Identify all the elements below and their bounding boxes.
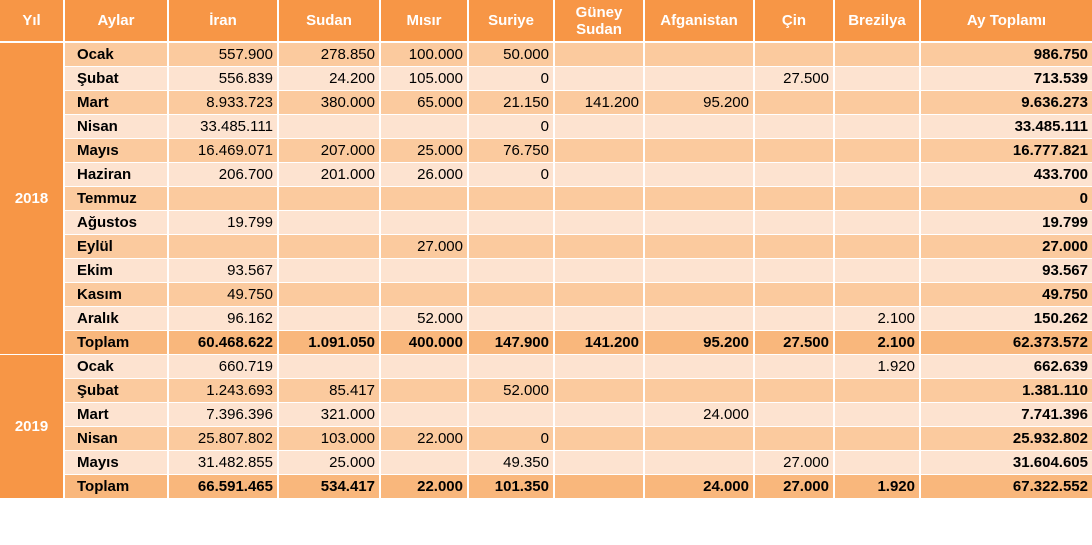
value-cell: 85.417 bbox=[278, 379, 380, 403]
header-row bbox=[0, 0, 1092, 42]
table-row bbox=[0, 283, 1092, 307]
value-cell bbox=[754, 355, 834, 379]
header-months: Aylar bbox=[64, 0, 168, 42]
value-cell: 95.200 bbox=[644, 91, 754, 115]
month-cell: Toplam bbox=[64, 475, 168, 499]
value-cell bbox=[468, 283, 554, 307]
value-cell bbox=[644, 187, 754, 211]
value-cell bbox=[554, 259, 644, 283]
value-cell: 24.200 bbox=[278, 67, 380, 91]
value-cell: 27.000 bbox=[754, 475, 834, 499]
month-total-cell: 1.381.110 bbox=[920, 379, 1092, 403]
month-cell: Haziran bbox=[64, 163, 168, 187]
value-cell bbox=[554, 187, 644, 211]
value-cell: 76.750 bbox=[468, 139, 554, 163]
month-cell: Eylül bbox=[64, 235, 168, 259]
value-cell bbox=[754, 211, 834, 235]
value-cell bbox=[644, 379, 754, 403]
table-row bbox=[0, 355, 1092, 379]
value-cell bbox=[554, 427, 644, 451]
value-cell bbox=[834, 259, 920, 283]
value-cell bbox=[554, 475, 644, 499]
value-cell: 19.799 bbox=[168, 211, 278, 235]
header-misir: Mısır bbox=[380, 0, 468, 42]
value-cell bbox=[554, 163, 644, 187]
value-cell bbox=[554, 451, 644, 475]
value-cell: 95.200 bbox=[644, 331, 754, 355]
value-cell: 400.000 bbox=[380, 331, 468, 355]
value-cell bbox=[554, 211, 644, 235]
value-cell bbox=[644, 451, 754, 475]
value-cell: 2.100 bbox=[834, 307, 920, 331]
value-cell: 0 bbox=[468, 67, 554, 91]
value-cell: 207.000 bbox=[278, 139, 380, 163]
value-cell: 60.468.622 bbox=[168, 331, 278, 355]
value-cell bbox=[278, 283, 380, 307]
value-cell bbox=[754, 139, 834, 163]
month-cell: Mart bbox=[64, 91, 168, 115]
value-cell bbox=[380, 355, 468, 379]
table-row bbox=[0, 91, 1092, 115]
value-cell bbox=[834, 379, 920, 403]
header-cin: Çin bbox=[754, 0, 834, 42]
month-cell: Mayıs bbox=[64, 451, 168, 475]
table-row bbox=[0, 427, 1092, 451]
value-cell bbox=[754, 91, 834, 115]
value-cell bbox=[754, 307, 834, 331]
value-cell bbox=[644, 139, 754, 163]
table-row bbox=[0, 379, 1092, 403]
month-cell: Ağustos bbox=[64, 211, 168, 235]
month-cell: Nisan bbox=[64, 115, 168, 139]
value-cell: 147.900 bbox=[468, 331, 554, 355]
month-total-cell: 93.567 bbox=[920, 259, 1092, 283]
value-cell: 7.396.396 bbox=[168, 403, 278, 427]
month-cell: Şubat bbox=[64, 67, 168, 91]
month-total-cell: 986.750 bbox=[920, 42, 1092, 67]
value-cell: 321.000 bbox=[278, 403, 380, 427]
table-row bbox=[0, 307, 1092, 331]
value-cell bbox=[834, 67, 920, 91]
value-cell bbox=[554, 355, 644, 379]
value-cell bbox=[468, 403, 554, 427]
value-cell bbox=[554, 139, 644, 163]
header-suriye: Suriye bbox=[468, 0, 554, 42]
value-cell bbox=[278, 115, 380, 139]
month-total-cell: 49.750 bbox=[920, 283, 1092, 307]
value-cell: 1.920 bbox=[834, 355, 920, 379]
month-cell: Ocak bbox=[64, 42, 168, 67]
value-cell bbox=[644, 259, 754, 283]
value-cell bbox=[468, 307, 554, 331]
month-cell: Temmuz bbox=[64, 187, 168, 211]
value-cell: 0 bbox=[468, 115, 554, 139]
value-cell: 25.000 bbox=[380, 139, 468, 163]
value-cell bbox=[468, 235, 554, 259]
total-row bbox=[0, 475, 1092, 499]
value-cell: 380.000 bbox=[278, 91, 380, 115]
value-cell bbox=[380, 403, 468, 427]
value-cell bbox=[644, 427, 754, 451]
value-cell bbox=[644, 115, 754, 139]
month-total-cell: 433.700 bbox=[920, 163, 1092, 187]
header-afganistan: Afganistan bbox=[644, 0, 754, 42]
value-cell: 96.162 bbox=[168, 307, 278, 331]
value-cell bbox=[754, 163, 834, 187]
table-row bbox=[0, 259, 1092, 283]
value-cell bbox=[644, 283, 754, 307]
total-row bbox=[0, 331, 1092, 355]
value-cell: 141.200 bbox=[554, 91, 644, 115]
value-cell bbox=[380, 115, 468, 139]
value-cell: 556.839 bbox=[168, 67, 278, 91]
value-cell bbox=[168, 235, 278, 259]
value-cell: 206.700 bbox=[168, 163, 278, 187]
value-cell bbox=[554, 403, 644, 427]
month-cell: Mayıs bbox=[64, 139, 168, 163]
month-total-cell: 33.485.111 bbox=[920, 115, 1092, 139]
value-cell: 105.000 bbox=[380, 67, 468, 91]
table-row bbox=[0, 42, 1092, 67]
value-cell bbox=[754, 283, 834, 307]
month-total-cell: 9.636.273 bbox=[920, 91, 1092, 115]
value-cell bbox=[554, 283, 644, 307]
table-row bbox=[0, 187, 1092, 211]
value-cell bbox=[644, 67, 754, 91]
value-cell: 27.000 bbox=[380, 235, 468, 259]
value-cell bbox=[554, 307, 644, 331]
value-cell bbox=[278, 307, 380, 331]
value-cell: 100.000 bbox=[380, 42, 468, 67]
month-cell: Şubat bbox=[64, 379, 168, 403]
value-cell: 52.000 bbox=[380, 307, 468, 331]
value-cell bbox=[754, 42, 834, 67]
year-cell: 2019 bbox=[0, 355, 64, 499]
value-cell bbox=[834, 211, 920, 235]
value-cell bbox=[554, 115, 644, 139]
value-cell bbox=[468, 211, 554, 235]
month-total-cell: 31.604.605 bbox=[920, 451, 1092, 475]
value-cell: 49.750 bbox=[168, 283, 278, 307]
month-cell: Mart bbox=[64, 403, 168, 427]
value-cell bbox=[380, 187, 468, 211]
table-row bbox=[0, 211, 1092, 235]
value-cell bbox=[754, 403, 834, 427]
value-cell: 93.567 bbox=[168, 259, 278, 283]
value-cell bbox=[834, 115, 920, 139]
table-row bbox=[0, 115, 1092, 139]
value-cell bbox=[644, 42, 754, 67]
value-cell bbox=[834, 451, 920, 475]
value-cell bbox=[380, 211, 468, 235]
value-cell bbox=[380, 259, 468, 283]
value-cell bbox=[834, 139, 920, 163]
header-guney-sudan: Güney Sudan bbox=[554, 0, 644, 42]
value-cell: 24.000 bbox=[644, 475, 754, 499]
value-cell: 534.417 bbox=[278, 475, 380, 499]
month-cell: Toplam bbox=[64, 331, 168, 355]
month-total-cell: 662.639 bbox=[920, 355, 1092, 379]
value-cell: 103.000 bbox=[278, 427, 380, 451]
value-cell: 27.500 bbox=[754, 331, 834, 355]
value-cell: 2.100 bbox=[834, 331, 920, 355]
value-cell: 660.719 bbox=[168, 355, 278, 379]
value-cell bbox=[644, 211, 754, 235]
header-brezilya: Brezilya bbox=[834, 0, 920, 42]
value-cell bbox=[278, 259, 380, 283]
value-cell bbox=[278, 211, 380, 235]
month-total-cell: 16.777.821 bbox=[920, 139, 1092, 163]
value-cell bbox=[834, 235, 920, 259]
value-cell bbox=[554, 379, 644, 403]
table-row bbox=[0, 235, 1092, 259]
value-cell: 33.485.111 bbox=[168, 115, 278, 139]
value-cell: 66.591.465 bbox=[168, 475, 278, 499]
value-cell bbox=[644, 355, 754, 379]
month-cell: Nisan bbox=[64, 427, 168, 451]
value-cell: 25.000 bbox=[278, 451, 380, 475]
value-cell bbox=[554, 235, 644, 259]
value-cell bbox=[834, 403, 920, 427]
table-row bbox=[0, 403, 1092, 427]
value-cell bbox=[834, 91, 920, 115]
month-total-cell: 0 bbox=[920, 187, 1092, 211]
value-cell bbox=[554, 67, 644, 91]
header-year: Yıl bbox=[0, 0, 64, 42]
month-total-cell: 7.741.396 bbox=[920, 403, 1092, 427]
value-cell: 50.000 bbox=[468, 42, 554, 67]
value-cell bbox=[278, 187, 380, 211]
value-cell bbox=[278, 355, 380, 379]
value-cell bbox=[754, 187, 834, 211]
value-cell bbox=[754, 379, 834, 403]
value-cell: 557.900 bbox=[168, 42, 278, 67]
value-cell bbox=[644, 307, 754, 331]
value-cell bbox=[834, 187, 920, 211]
month-total-cell: 19.799 bbox=[920, 211, 1092, 235]
value-cell: 16.469.071 bbox=[168, 139, 278, 163]
value-cell bbox=[754, 115, 834, 139]
value-cell bbox=[834, 283, 920, 307]
value-cell: 31.482.855 bbox=[168, 451, 278, 475]
value-cell: 65.000 bbox=[380, 91, 468, 115]
value-cell bbox=[168, 187, 278, 211]
table-row bbox=[0, 163, 1092, 187]
value-cell: 101.350 bbox=[468, 475, 554, 499]
month-total-cell: 713.539 bbox=[920, 67, 1092, 91]
value-cell: 8.933.723 bbox=[168, 91, 278, 115]
value-cell: 24.000 bbox=[644, 403, 754, 427]
month-total-cell: 67.322.552 bbox=[920, 475, 1092, 499]
value-cell bbox=[380, 379, 468, 403]
value-cell: 0 bbox=[468, 427, 554, 451]
table-row bbox=[0, 139, 1092, 163]
value-cell bbox=[468, 355, 554, 379]
value-cell: 201.000 bbox=[278, 163, 380, 187]
value-cell: 141.200 bbox=[554, 331, 644, 355]
value-cell: 0 bbox=[468, 163, 554, 187]
table-row bbox=[0, 67, 1092, 91]
month-total-cell: 25.932.802 bbox=[920, 427, 1092, 451]
value-cell: 25.807.802 bbox=[168, 427, 278, 451]
value-cell bbox=[834, 427, 920, 451]
value-cell bbox=[554, 42, 644, 67]
value-cell: 26.000 bbox=[380, 163, 468, 187]
value-cell: 21.150 bbox=[468, 91, 554, 115]
value-cell bbox=[380, 283, 468, 307]
value-cell: 27.000 bbox=[754, 451, 834, 475]
value-cell bbox=[468, 187, 554, 211]
header-month-total: Ay Toplamı bbox=[920, 0, 1092, 42]
value-cell: 1.243.693 bbox=[168, 379, 278, 403]
value-cell bbox=[278, 235, 380, 259]
value-cell bbox=[754, 427, 834, 451]
value-cell: 22.000 bbox=[380, 427, 468, 451]
value-cell: 1.091.050 bbox=[278, 331, 380, 355]
value-cell bbox=[380, 451, 468, 475]
month-total-cell: 62.373.572 bbox=[920, 331, 1092, 355]
month-cell: Ekim bbox=[64, 259, 168, 283]
value-cell bbox=[834, 163, 920, 187]
value-cell bbox=[754, 259, 834, 283]
value-cell bbox=[468, 259, 554, 283]
table-body bbox=[0, 42, 1092, 499]
value-cell: 49.350 bbox=[468, 451, 554, 475]
table-row bbox=[0, 451, 1092, 475]
value-cell: 27.500 bbox=[754, 67, 834, 91]
value-cell bbox=[834, 42, 920, 67]
month-total-cell: 27.000 bbox=[920, 235, 1092, 259]
value-cell: 1.920 bbox=[834, 475, 920, 499]
year-cell: 2018 bbox=[0, 42, 64, 355]
value-cell: 278.850 bbox=[278, 42, 380, 67]
header-sudan: Sudan bbox=[278, 0, 380, 42]
value-cell: 22.000 bbox=[380, 475, 468, 499]
value-cell bbox=[644, 163, 754, 187]
month-cell: Ocak bbox=[64, 355, 168, 379]
month-cell: Kasım bbox=[64, 283, 168, 307]
value-cell bbox=[754, 235, 834, 259]
value-cell bbox=[644, 235, 754, 259]
value-cell: 52.000 bbox=[468, 379, 554, 403]
month-total-cell: 150.262 bbox=[920, 307, 1092, 331]
header-iran: İran bbox=[168, 0, 278, 42]
month-cell: Aralık bbox=[64, 307, 168, 331]
